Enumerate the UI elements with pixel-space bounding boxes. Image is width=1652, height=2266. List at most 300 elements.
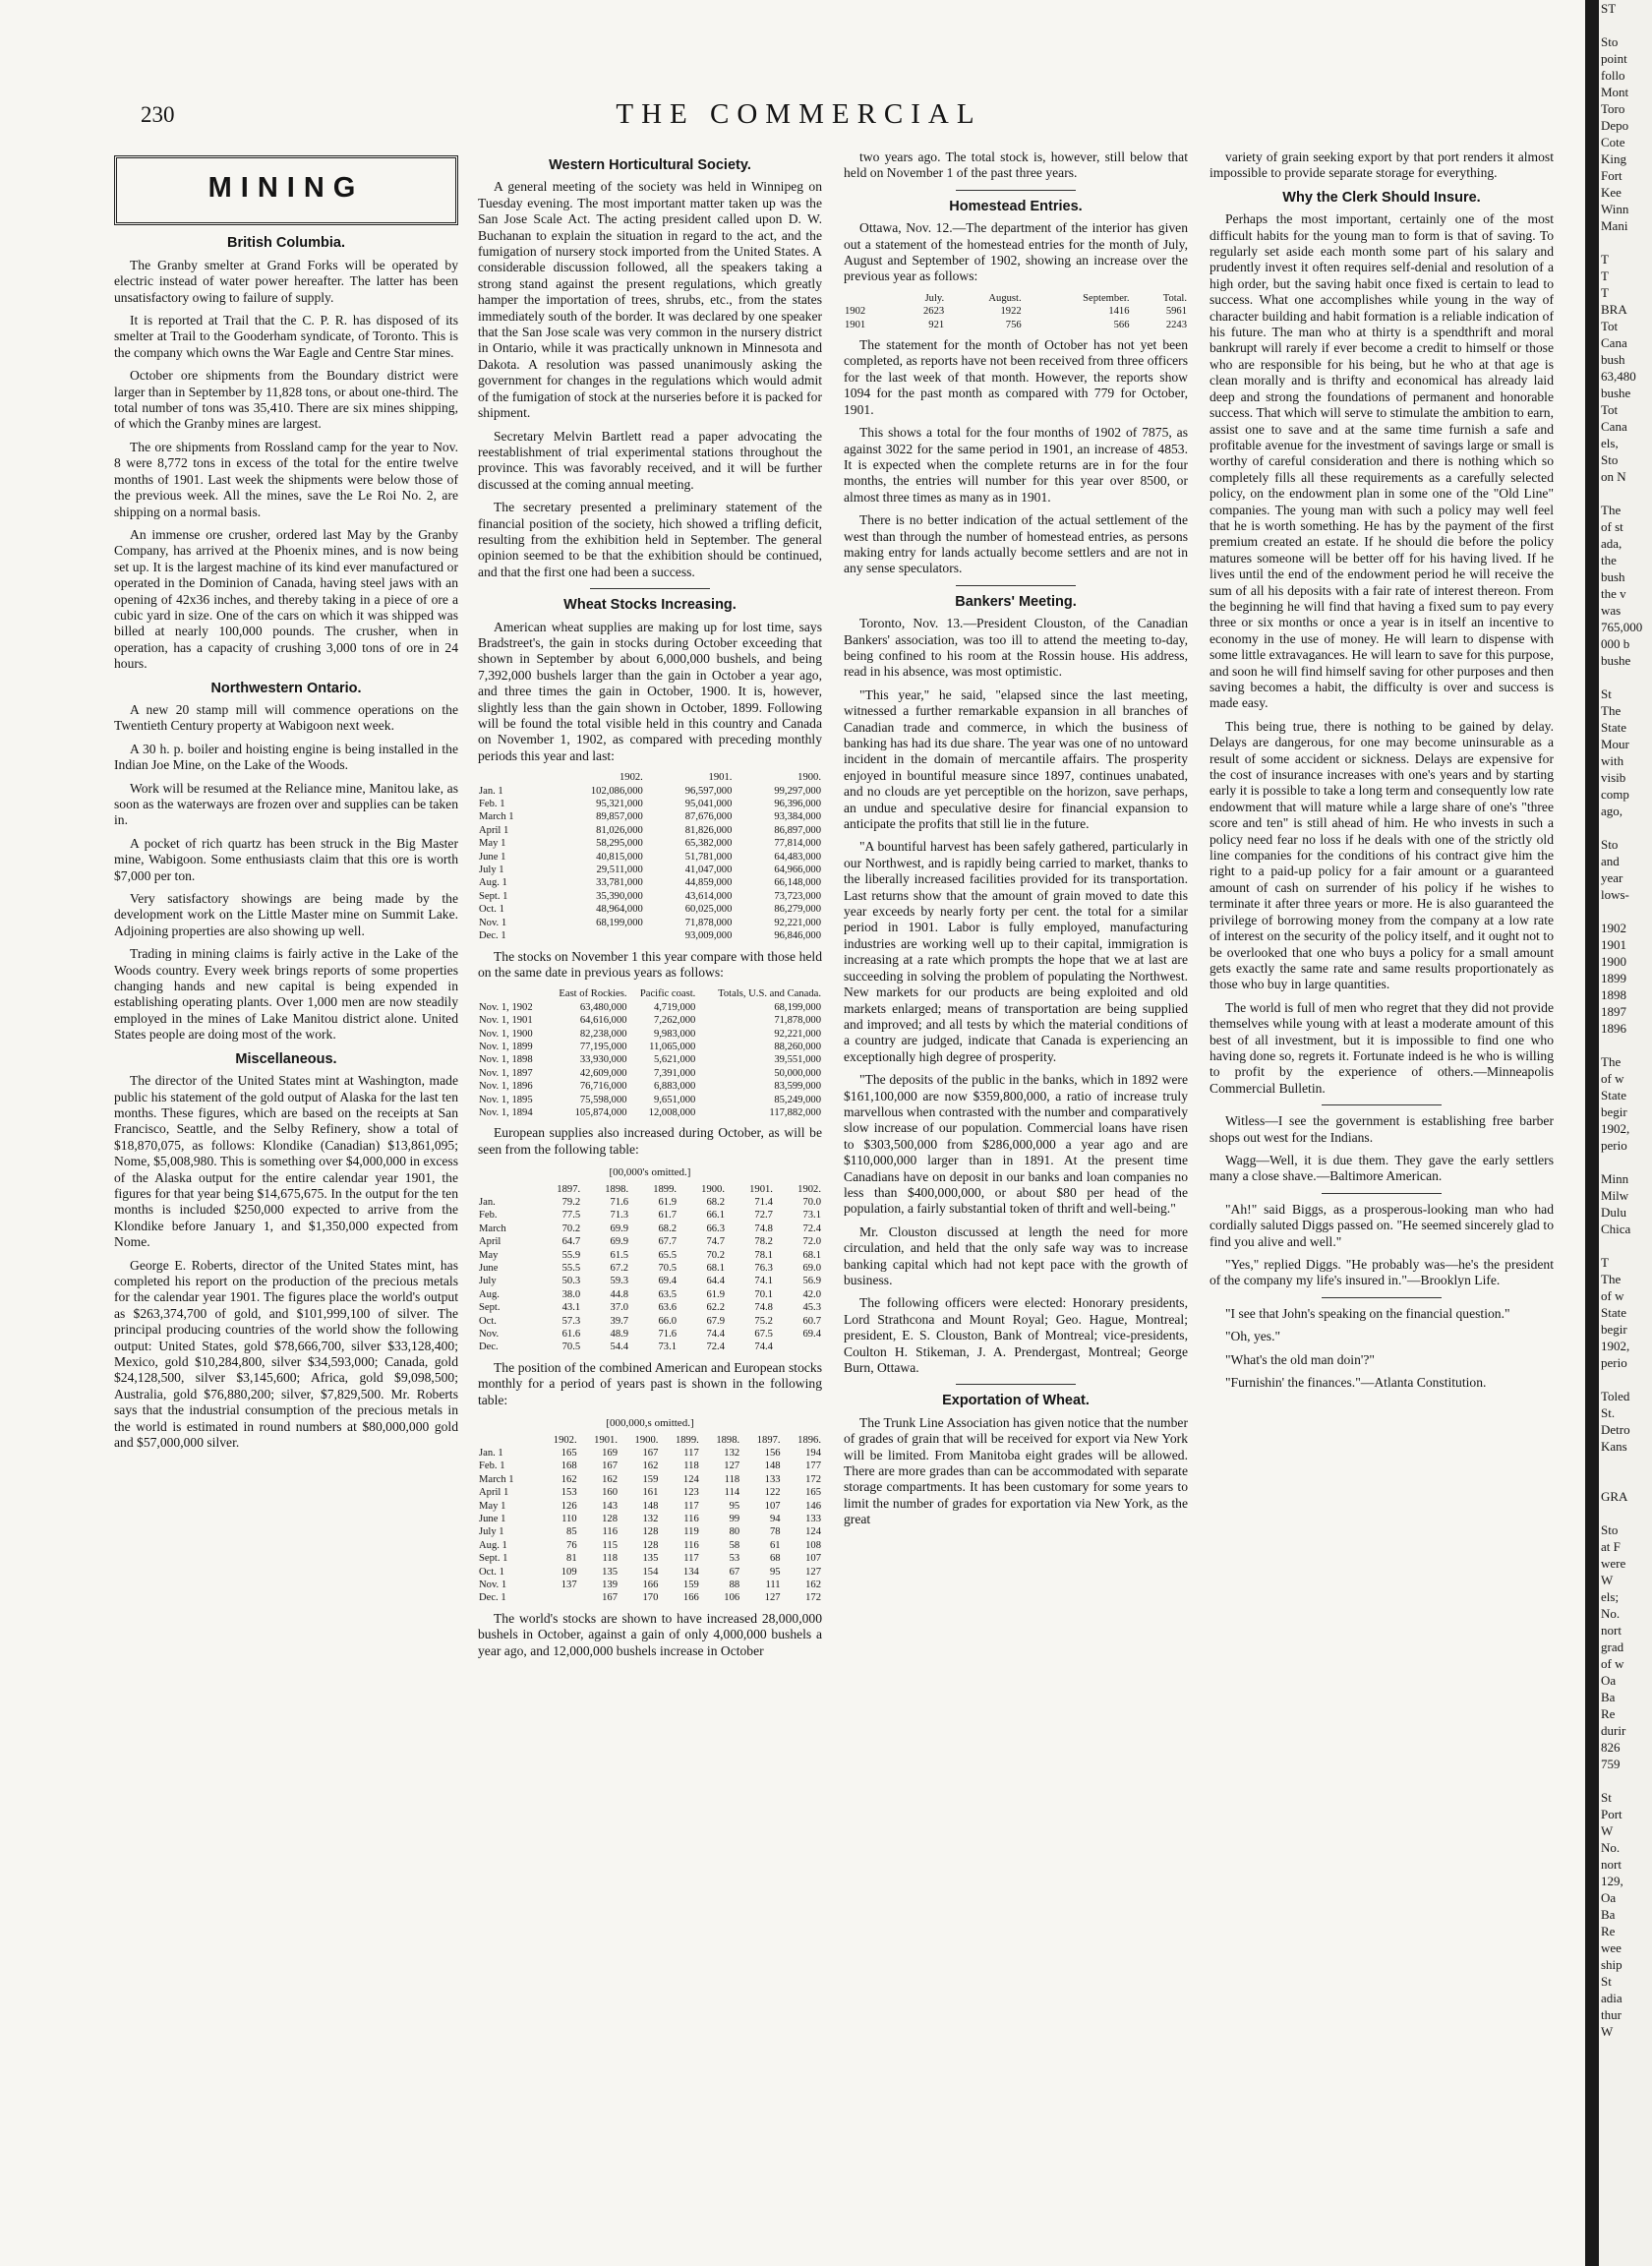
table-cell: 61 — [769, 1539, 781, 1551]
table-cell: 127 — [764, 1592, 781, 1604]
table-row — [478, 1447, 822, 1460]
table-cell: 94 — [769, 1513, 781, 1524]
table-row — [478, 1500, 822, 1513]
table-cell: 65,382,000 — [684, 838, 733, 850]
edge-text-fragment: els; — [1601, 1589, 1620, 1604]
table-cell: Sept. 1 — [479, 1553, 508, 1565]
table-caption: [000,000,s omitted.] — [606, 1417, 694, 1430]
british-columbia-heading: British Columbia. — [226, 235, 346, 252]
edge-text-fragment: year — [1601, 870, 1623, 885]
edge-text-fragment: St — [1601, 1790, 1612, 1805]
table-cell: 69.4 — [658, 1276, 678, 1287]
table-cell: 159 — [682, 1579, 699, 1590]
table-cell: 57.3 — [561, 1315, 581, 1327]
column-header: Total. — [1162, 292, 1187, 304]
table-cell: 87,676,000 — [684, 811, 733, 823]
table-header-row — [478, 1183, 822, 1196]
table-cell: 72.4 — [802, 1222, 821, 1234]
paragraph: Secretary Melvin Bartlett read a paper advocating the reestablishment of trial experimental stations throughout the province. This was favorably received, and it will be further discussed at the coming annual meeting. — [478, 428, 822, 492]
table-row — [844, 319, 1188, 331]
divider — [1322, 1297, 1443, 1298]
table-cell: 81,026,000 — [596, 824, 643, 836]
table-row — [478, 929, 822, 942]
paragraph: "I see that John's speaking on the financial question." — [1225, 1305, 1510, 1321]
table-cell: 166 — [642, 1579, 659, 1590]
table-cell: 93,009,000 — [684, 930, 733, 942]
edge-text-fragment: comp — [1601, 787, 1629, 802]
table-cell: 77,814,000 — [774, 838, 821, 850]
column-header — [478, 987, 545, 1000]
table-row — [478, 1341, 822, 1353]
table-cell: Nov. 1 — [479, 1579, 507, 1590]
table-cell: 194 — [805, 1447, 821, 1459]
edge-text-fragment: No. — [1601, 1840, 1621, 1855]
table-cell: 86,897,000 — [774, 824, 821, 836]
table-cell: July 1 — [479, 1526, 504, 1538]
table-cell: 172 — [805, 1592, 821, 1604]
edge-text-fragment: W — [1601, 1573, 1614, 1587]
edge-text-fragment: wee — [1601, 1940, 1622, 1955]
edge-text-fragment: Re — [1601, 1924, 1616, 1938]
table-cell: 74.8 — [754, 1302, 773, 1314]
table-row — [478, 876, 822, 889]
mining-section-box — [114, 155, 458, 225]
paragraph: The Granby smelter at Grand Forks will be operated by electric instead of water power hereafter. The latter has been unsatisfactory owing to failure of supply. — [114, 257, 458, 305]
paragraph: "Ah!" said Biggs, as a prosperous-looking man who had cordially saluted Diggs passed on. "He seemed sincerely glad to find you alive and well." — [1210, 1201, 1554, 1249]
edge-text-fragment: King — [1601, 151, 1626, 166]
table-cell: Nov. 1, 1896 — [479, 1081, 533, 1093]
table-cell: 38.0 — [561, 1288, 581, 1300]
table-cell: 43,614,000 — [684, 890, 733, 902]
edge-text-fragment: thur — [1601, 2007, 1622, 2022]
edge-text-fragment — [1599, 1237, 1652, 1254]
edge-text-fragment: Port — [1601, 1807, 1622, 1821]
column-header: Totals, U.S. and Canada. — [718, 988, 821, 1000]
edge-text-fragment: of w — [1601, 1071, 1624, 1086]
edge-text-fragment: 1900 — [1601, 954, 1626, 969]
edge-text-fragment: 1899 — [1601, 971, 1626, 985]
column-header: East of Rockies. — [559, 988, 627, 1000]
table-cell: 117 — [683, 1447, 699, 1459]
edge-text-fragment: Chica — [1601, 1222, 1631, 1236]
table-row — [478, 837, 822, 850]
table-cell: 118 — [683, 1461, 699, 1472]
table-cell: Nov. 1, 1900 — [479, 1028, 533, 1040]
table-cell: 77,195,000 — [579, 1041, 627, 1052]
paragraph: "Oh, yes." — [1225, 1329, 1281, 1344]
table-cell: Dec. 1 — [479, 930, 506, 942]
edge-text-fragment: The — [1601, 503, 1622, 517]
table-cell: 139 — [602, 1579, 618, 1590]
table-cell: 74.4 — [706, 1329, 725, 1341]
edge-text-fragment — [1599, 485, 1652, 502]
edge-text-fragment: Oa — [1601, 1890, 1617, 1905]
table-cell: Nov. 1, 1895 — [479, 1094, 533, 1105]
edge-text-fragment: was — [1601, 603, 1622, 618]
table-header-row — [844, 292, 1188, 305]
divider — [956, 1384, 1077, 1385]
table-cell: 61.7 — [658, 1210, 678, 1222]
paragraph: Work will be resumed at the Reliance mine, Manitou lake, as soon as the waterways are frozen over and supplies can be taken in. — [114, 780, 458, 828]
edge-text-fragment: 000 b — [1601, 636, 1630, 651]
paragraph: "A bountiful harvest has been safely gathered, particularly in our Northwest, and is rapidly being carried to market, thanks to the liberally increased facilities provided for its transportation. Last returns show that the amount of grain moved to date this year exceeds by nearly forty per cent. the total for a similar period in 1901. Labor is fully employed, manufacturing industries are working well up to their capital, immigration is increasing at a rate which prompts the hope that we at last are succeeding in solving the problem of populating the Northwest. New markets for our products are being exploited and old markets enlarged; means of transportation are being supplied and improved; and all tests by which the material conditions of a country are judged, indicate that Canada is experiencing an exceptionally high degree of prosperity. — [844, 839, 1188, 1064]
paragraph: The stocks on November 1 this year compare with those held on the same date in previous years as follows: — [478, 948, 822, 980]
column-header — [478, 1434, 537, 1447]
divider — [1322, 1193, 1443, 1194]
edge-text-fragment: Toro — [1601, 101, 1625, 116]
edge-text-fragment — [1599, 1455, 1652, 1471]
table-cell: Jan. 1 — [479, 785, 503, 797]
table-cell: 172 — [805, 1473, 821, 1485]
table-cell: 68.2 — [706, 1197, 725, 1208]
table-cell: 68.1 — [802, 1249, 821, 1261]
paragraph: The world's stocks are shown to have increased 28,000,000 bushels in October, against a gain of only 4,000,000 bushels a year ago, and 12,000,000 bushels increase in October — [478, 1610, 822, 1658]
column-header: 1902. — [619, 772, 643, 784]
table-cell — [546, 929, 644, 942]
masthead-title: THE COMMERCIAL — [616, 98, 982, 130]
table-row — [478, 917, 822, 929]
paragraph: It is reported at Trail that the C. P. R. has disposed of its smelter at Trail to the Gooderham syndicate, of Toronto. This is the company which owns the War Eagle and Centre Star mines. — [114, 313, 458, 360]
edge-text-fragment: Cana — [1601, 419, 1627, 434]
table-cell: 72.7 — [754, 1210, 773, 1222]
table-cell: 82,238,000 — [579, 1028, 627, 1040]
edge-text-fragment: els, — [1601, 436, 1619, 450]
table-cell: 96,396,000 — [774, 799, 821, 810]
table-cell: 167 — [602, 1592, 618, 1604]
edge-text-fragment: Milw — [1601, 1188, 1629, 1203]
edge-text-fragment: 63,480 — [1601, 369, 1636, 384]
table-cell: 114 — [724, 1487, 740, 1499]
table-cell: 167 — [642, 1447, 659, 1459]
table-cell: Jan. 1 — [479, 1447, 503, 1459]
column-header — [478, 771, 546, 784]
paragraph: The world is full of men who regret that they did not provide themselves while young with at least a moderate amount of this best of all investment, but it is impossible to find one who having done so, regrets it. Fortunate indeed is he who is willing to profit by the experience of others.—Minneapolis Commercial Bulletin. — [1210, 999, 1554, 1096]
column-header: 1896. — [797, 1434, 821, 1446]
paragraph: "Yes," replied Diggs. "He probably was—he's the president of the company my life's insured in."—Brooklyn Life. — [1210, 1257, 1554, 1288]
table-row — [478, 1067, 822, 1080]
table-row — [478, 1486, 822, 1499]
table-cell: 56.9 — [802, 1276, 821, 1287]
homestead-heading: Homestead Entries. — [949, 198, 1083, 214]
table-row — [478, 1591, 822, 1604]
table-cell: 118 — [602, 1553, 618, 1565]
table-cell: 74.8 — [754, 1222, 773, 1234]
edge-text-fragment — [1599, 1505, 1652, 1521]
table-cell: 102,086,000 — [590, 785, 643, 797]
table-cell: 128 — [602, 1513, 618, 1524]
table-cell: 143 — [602, 1500, 618, 1512]
table-cell: 55.9 — [561, 1249, 581, 1261]
paragraph: Witless—I see the government is establishing free barber shops out west for the Indians. — [1210, 1113, 1554, 1145]
edge-text-fragment: T — [1601, 285, 1609, 300]
table-cell: 162 — [642, 1461, 659, 1472]
table-cell: 86,279,000 — [774, 904, 821, 916]
edge-text-fragment: on N — [1601, 469, 1626, 484]
table-cell: 156 — [764, 1447, 781, 1459]
table-cell: 119 — [683, 1526, 699, 1538]
table-cell: 11,065,000 — [649, 1041, 696, 1052]
table-cell: 85 — [566, 1526, 577, 1538]
table-cell: Nov. — [479, 1329, 500, 1341]
edge-text-fragment: Oa — [1601, 1673, 1617, 1688]
table-row — [478, 1028, 822, 1041]
edge-text-fragment: ship — [1601, 1957, 1622, 1972]
table-cell: 1901 — [845, 319, 866, 330]
edge-text-fragment: were — [1601, 1556, 1626, 1571]
edge-text-fragment: Tot — [1601, 402, 1619, 417]
table-row — [478, 1579, 822, 1591]
edge-text-fragment: Winn — [1601, 202, 1629, 216]
edge-text-fragment: T — [1601, 268, 1609, 283]
edge-text-fragment: Minn — [1601, 1171, 1629, 1186]
edge-text-fragment: durir — [1601, 1723, 1626, 1738]
table-cell: 106 — [724, 1592, 740, 1604]
table-cell: 96,846,000 — [774, 930, 821, 942]
table-cell: 55.5 — [561, 1263, 581, 1275]
edge-text-fragment: BRA — [1601, 302, 1627, 317]
edge-text-fragment: ago, — [1601, 804, 1623, 818]
edge-text-fragment: 1897 — [1601, 1004, 1626, 1019]
column-header — [844, 292, 895, 305]
paragraph: A new 20 stamp mill will commence operations on the Twentieth Century property at Wabigoon next week. — [114, 701, 458, 734]
table-cell: Dec. 1 — [479, 1592, 506, 1604]
table-cell: 96,597,000 — [684, 785, 733, 797]
divider — [1322, 1104, 1443, 1105]
table-cell: 39,551,000 — [774, 1054, 821, 1066]
edge-text-fragment: 1902, — [1601, 1121, 1630, 1136]
table-cell: 61.9 — [658, 1197, 678, 1208]
table-cell: Feb. 1 — [479, 799, 505, 810]
column-header: 1902. — [797, 1183, 821, 1195]
edge-text-fragment: 1901 — [1601, 937, 1626, 952]
edge-text-fragment: begir — [1601, 1322, 1627, 1337]
edge-text-fragment: Cana — [1601, 335, 1627, 350]
column-header: 1900. — [701, 1183, 725, 1195]
column-header: 1901. — [749, 1183, 773, 1195]
table-cell: June 1 — [479, 851, 506, 863]
table-cell: 127 — [724, 1461, 740, 1472]
table-cell: 70.1 — [754, 1288, 773, 1300]
table-cell: 67 — [729, 1566, 740, 1578]
table-cell: 70.2 — [706, 1249, 725, 1261]
table-cell: July 1 — [479, 865, 504, 876]
table-cell: 66.1 — [706, 1210, 725, 1222]
table-cell: 42.0 — [802, 1288, 821, 1300]
paragraph: two years ago. The total stock is, however, still below that held on November 1 of the past three years. — [844, 149, 1188, 181]
table-cell: 756 — [1005, 319, 1022, 330]
table-cell: 115 — [602, 1539, 618, 1551]
table-cell: 79.2 — [561, 1197, 581, 1208]
table-cell: 65.5 — [658, 1249, 678, 1261]
edge-text-fragment: 1902, — [1601, 1339, 1630, 1353]
table-cell: 128 — [642, 1526, 659, 1538]
edge-text-fragment: GRA — [1601, 1489, 1628, 1504]
table-cell: Nov. 1 — [479, 917, 507, 928]
edge-text-fragment: at F — [1601, 1539, 1621, 1554]
edge-text-fragment: 1898 — [1601, 987, 1626, 1002]
table-cell: June 1 — [479, 1513, 506, 1524]
table-row — [478, 1094, 822, 1106]
column-header: September. — [1083, 292, 1130, 304]
table-cell: 133 — [805, 1513, 821, 1524]
table-cell: 116 — [683, 1539, 699, 1551]
paragraph: Mr. Clouston discussed at length the need for more circulation, and held that the only safe way was to increase banking capital which had not kept pace with the growth of business. — [844, 1223, 1188, 1287]
table-cell: 165 — [805, 1487, 821, 1499]
table-cell: 81 — [566, 1553, 577, 1565]
table-row — [478, 1566, 822, 1579]
table-cell: 116 — [602, 1526, 618, 1538]
table-cell: 159 — [642, 1473, 659, 1485]
table-cell: 85,249,000 — [774, 1094, 821, 1105]
table-row — [478, 1196, 822, 1209]
exportation-heading: Exportation of Wheat. — [942, 1393, 1090, 1409]
table-row — [478, 1328, 822, 1341]
edge-text-fragment — [1599, 1371, 1652, 1388]
table-header-row — [478, 1434, 822, 1447]
table-cell: Jan. — [479, 1197, 496, 1208]
table-cell: 64,616,000 — [579, 1015, 627, 1027]
table-cell: 2623 — [923, 306, 945, 318]
table-cell: 4,719,000 — [653, 1001, 696, 1013]
table-cell: 7,262,000 — [653, 1015, 696, 1027]
bankers-meeting-heading: Bankers' Meeting. — [955, 593, 1077, 610]
table-cell: 33,930,000 — [579, 1054, 627, 1066]
table-cell: 67.9 — [706, 1315, 725, 1327]
table-cell: 116 — [683, 1513, 699, 1524]
table-cell: Nov. 1, 1901 — [479, 1015, 533, 1027]
table-cell: 63.6 — [658, 1302, 678, 1314]
edge-text-fragment: Mour — [1601, 737, 1629, 751]
table-cell: 54.4 — [610, 1342, 629, 1353]
column-header: 1900. — [634, 1434, 659, 1446]
table-cell: Feb. 1 — [479, 1461, 505, 1472]
edge-text-fragment: follo — [1601, 68, 1625, 83]
column-header: 1899. — [675, 1434, 699, 1446]
table-cell: 128 — [642, 1539, 659, 1551]
table-cell: May 1 — [479, 1500, 506, 1512]
table-cell: 48.9 — [610, 1329, 629, 1341]
column-header: 1901. — [708, 772, 733, 784]
paragraph: October ore shipments from the Boundary district were larger than in September by 11,828 tons, or about one-third. The total number of tons was 35,410. There are six mines shipping, of which the Granby mines are largest. — [114, 368, 458, 432]
table-cell: 137 — [560, 1579, 577, 1590]
paragraph: The ore shipments from Rossland camp for the year to Nov. 8 were 8,772 tons in excess of the total for the entire twelve months of 1901. Last week the shipments were below those of the previous week. All the mines, save the Le Roi No. 2, are shipping on a normal basis. — [114, 439, 458, 519]
table-row — [478, 1014, 822, 1027]
table-cell: April 1 — [479, 824, 509, 836]
edge-text-fragment: 129, — [1601, 1874, 1623, 1888]
table-cell: 70.2 — [561, 1222, 581, 1234]
table-cell: 160 — [602, 1487, 618, 1499]
table-cell: 123 — [682, 1487, 699, 1499]
table-cell: 37.0 — [610, 1302, 629, 1314]
table-cell: 105,874,000 — [574, 1106, 627, 1118]
table-cell: 162 — [602, 1473, 618, 1485]
table-cell: 107 — [764, 1500, 781, 1512]
table-cell: 99,297,000 — [774, 785, 821, 797]
paragraph: Wagg—Well, it is due them. They gave the early settlers many a close shave.—Baltimore American. — [1210, 1152, 1554, 1184]
edge-text-fragment: point — [1601, 51, 1627, 66]
table-cell: 72.4 — [706, 1342, 725, 1353]
table-cell: 68 — [769, 1553, 781, 1565]
edge-text-fragment: Mont — [1601, 85, 1629, 99]
edge-text-fragment: State — [1601, 1088, 1626, 1103]
table-cell: 58 — [729, 1539, 740, 1551]
table-cell: 70.5 — [561, 1342, 581, 1353]
table-cell: 75,598,000 — [579, 1094, 627, 1105]
edge-text-fragment: Sto — [1601, 34, 1619, 49]
divider — [956, 585, 1077, 586]
edge-text-fragment — [1599, 903, 1652, 920]
table-row — [478, 1249, 822, 1262]
table-cell: 41,047,000 — [684, 865, 733, 876]
paragraph: The Trunk Line Association has given notice that the number of grades of grain that will be received for export via New York will be limited. From Manitoba eight grades will be allowed. There are more grades than can be accommodated with separate storage compartments. It has been customary for some years to limit the number of grades for exportation via New York, as the great — [844, 1414, 1188, 1527]
edge-text-fragment: Mani — [1601, 218, 1628, 233]
paragraph: variety of grain seeking export by that port renders it almost impossible to provide separate storage for everything. — [1210, 149, 1554, 181]
table-cell: 29,511,000 — [596, 865, 643, 876]
edge-text-fragment: nort — [1601, 1857, 1622, 1872]
column-2 — [478, 149, 822, 2244]
edge-text-fragment: Toled — [1601, 1389, 1630, 1403]
paragraph: Toronto, Nov. 13.—President Clouston, of the Canadian Bankers' association, was too ill to attend the meeting to-day, being confined to his room at the Rossin house. His address, read in his absence, was most optimistic. — [844, 616, 1188, 680]
table-row — [478, 785, 822, 798]
table-cell: 60,025,000 — [684, 904, 733, 916]
table-cell: 5961 — [1165, 306, 1187, 318]
edge-text-fragment: grad — [1601, 1640, 1624, 1654]
table-cell: 76 — [566, 1539, 577, 1551]
table-cell: 134 — [682, 1566, 699, 1578]
table-cell: 64.4 — [706, 1276, 725, 1287]
edge-text-fragment — [1599, 669, 1652, 686]
table-cell: 148 — [642, 1500, 659, 1512]
edge-text-fragment: T — [1601, 252, 1609, 267]
table-cell: Nov. 1, 1897 — [479, 1067, 533, 1079]
table-cell: 95,041,000 — [684, 799, 733, 810]
page-number: 230 — [141, 102, 175, 127]
table-row — [478, 903, 822, 916]
column-header: 1902. — [553, 1434, 577, 1446]
table-cell: 67.2 — [610, 1263, 629, 1275]
edge-text-fragment: 759 — [1601, 1757, 1621, 1771]
table-cell: 168 — [560, 1461, 577, 1472]
edge-text-fragment: St. — [1601, 1405, 1616, 1420]
edge-text-fragment: ada, — [1601, 536, 1622, 551]
edge-text-fragment: bush — [1601, 352, 1625, 367]
edge-text-fragment — [1599, 819, 1652, 836]
table-cell: 64.7 — [561, 1236, 581, 1248]
table-cell: 92,221,000 — [774, 1028, 821, 1040]
table-row — [478, 1513, 822, 1525]
table-cell: 68.2 — [658, 1222, 678, 1234]
table-cell: 67.7 — [658, 1236, 678, 1248]
table-row — [478, 1275, 822, 1287]
table-cell: 74.4 — [754, 1342, 773, 1353]
table-row — [478, 1001, 822, 1014]
paragraph: European supplies also increased during October, as will be seen from the following table: — [478, 1125, 822, 1157]
table-cell: 122 — [764, 1487, 781, 1499]
table-cell: 60.7 — [802, 1315, 821, 1327]
table-cell: 63,480,000 — [579, 1001, 627, 1013]
edge-text-fragment: Cote — [1601, 135, 1625, 149]
table-cell: Oct. 1 — [479, 1566, 504, 1578]
table-row — [478, 1473, 822, 1486]
table-row — [478, 1209, 822, 1222]
edge-text-fragment: the — [1601, 553, 1617, 567]
table-cell: 95 — [769, 1566, 781, 1578]
paragraph: "The deposits of the public in the banks, which in 1892 were $161,100,000 are now $359,800,000, a ratio of increase truly marvellous when contrasted with the number and comparatively slow increase of our population. Commercial loans have risen to $303,500,000 from $286,000,000 a year ago and are $110,000,000 larger than in 1891. At the present time Canadians have on deposit in our banks and loan companies no less than $400,000,000, or about $80 per head of the population, a fairly substantial token of thrift and well-being." — [844, 1072, 1188, 1217]
table-cell: 76.3 — [754, 1263, 773, 1275]
paragraph: A pocket of rich quartz has been struck in the Big Master mine, Wabigoon. Some enthusiasts claim that this ore is worth $7,000 per ton. — [114, 835, 458, 883]
paragraph: An immense ore crusher, ordered last May by the Granby Company, has arrived at the Phoenix mines, and is now being set up. It is the largest machine of its kind ever manufactured or operated in the Dominion of Canada, having steel jaws with an opening of 42x36 inches, and thereby taking in a piece of ore a cubic yard in size. One of the cars on which it was shipped was billed at nearly 100,000 pounds. The crusher, when in operation, has a capacity of crushing 3,000 tons of ore in 24 hours. — [114, 526, 458, 672]
table-cell: Oct. 1 — [479, 904, 504, 916]
